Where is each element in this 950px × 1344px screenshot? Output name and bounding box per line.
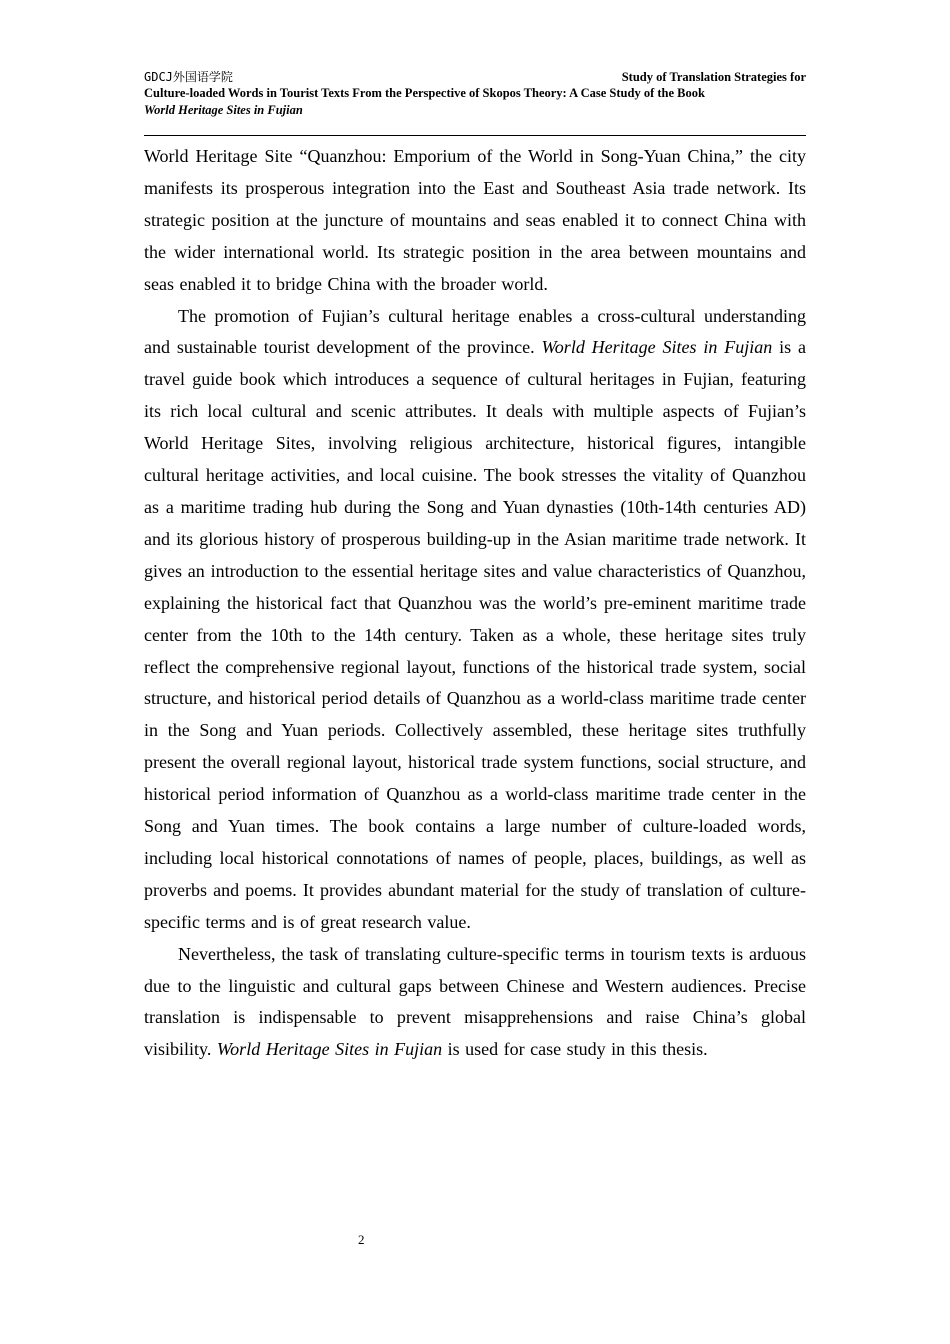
header-rule: [144, 135, 806, 136]
paragraph-2: [144, 301, 806, 939]
body-text: [144, 141, 806, 1066]
page-number: 2: [358, 1232, 365, 1247]
header-top-row: [144, 68, 806, 84]
paragraph-1: [144, 141, 806, 301]
paragraph-3-text-b: is used for case study in this thesis.: [442, 1039, 708, 1060]
paragraph-2-text-a: The promotion of Fujian’s cultural heritage enables a cross-cultural understanding and sustainable tourist development of the province.: [144, 305, 806, 358]
paragraph-2-book-title: World Heritage Sites in Fujian: [541, 337, 773, 358]
header-title-line-1: Study of Translation Strategies for: [621, 70, 806, 84]
paragraph-3-text-a: Nevertheless, the task of translating culture-specific terms in tourism texts is arduous due to the linguistic and cultural gaps between Chinese and Western audiences. Precise translation is indispensable to prevent misapprehensions and raise China’s global visibility.: [144, 943, 806, 1060]
header-title-line-2: Culture-loaded Words in Tourist Texts From the Perspective of Skopos Theory: A Case Study of the Book: [144, 86, 705, 100]
paragraph-3: [144, 939, 806, 1067]
header-institution: GDCJ外国语学院: [144, 70, 233, 84]
header-title-line-3: World Heritage Sites in Fujian: [144, 103, 303, 117]
paragraph-3-book-title: World Heritage Sites in Fujian: [216, 1039, 443, 1060]
running-header: [144, 68, 806, 118]
paragraph-1-text: World Heritage Site “Quanzhou: Emporium of the World in Song-Yuan China,” the city manifests its prosperous integration into the East and Southeast Asia trade network. Its strategic position at the juncture of mountains and seas enabled it to connect China with the wider international world. Its strategic position in the area between mountains and seas enabled it to bridge China with the broader world.: [144, 146, 806, 294]
paragraph-2-text-b: is a travel guide book which introduces a sequence of cultural heritages in Fujian, featuring its rich local cultural and scenic attributes. It deals with multiple aspects of Fujian’s World Heritage Sites, involving religious architecture, historical figures, intangible cultural heritage activities, and local cuisine. The book stresses the vitality of Quanzhou as a maritime trading hub during the Song and Yuan dynasties (10th-14th centuries AD) and its glorious history of prosperous building-up in the Asian maritime trade network. It gives an introduction to the essential heritage sites and value characteristics of Quanzhou, explaining the historical fact that Quanzhou was the world’s pre-eminent maritime trade center from the 10th to the 14th century. Taken as a whole, these heritage sites truly reflect the comprehensive regional layout, functions of the historical trade system, social structure, and historical period details of Quanzhou as a world-class maritime trade center in the Song and Yuan periods. Collectively assembled, these heritage sites truthfully present the overall regional layout, historical trade system functions, social structure, and historical period information of Quanzhou as a world-class maritime trade center in the Song and Yuan times. The book contains a large number of culture-loaded words, including local historical connotations of names of people, places, buildings, as well as proverbs and poems. It provides abundant material for the study of translation of culture-specific terms and is of great research value.: [144, 337, 806, 932]
